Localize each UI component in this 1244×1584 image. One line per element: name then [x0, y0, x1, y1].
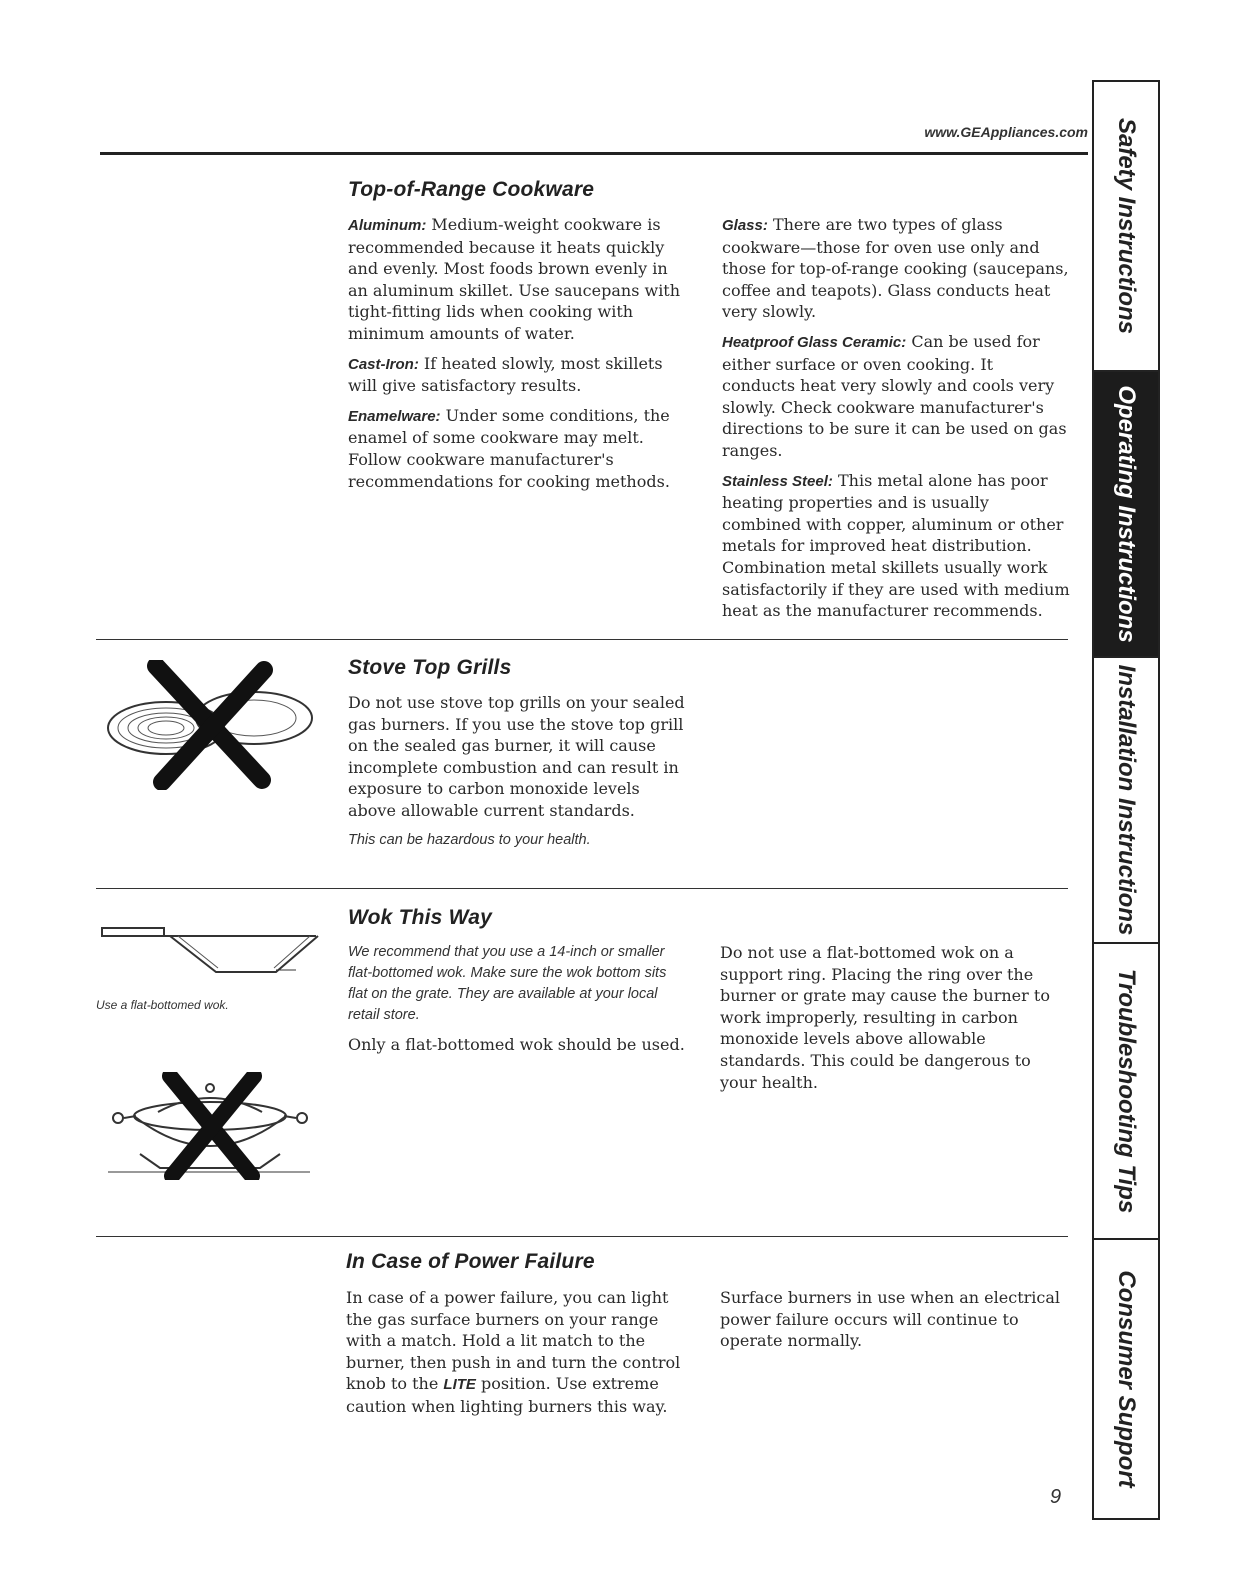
crossed-grill-illustration [104, 660, 320, 790]
enamelware-paragraph: Enamelware: Under some conditions, the enamel of some cookware may melt. Follow cookware manufacturer's recommendations for cooking methods. [348, 405, 670, 491]
aluminum-paragraph: Aluminum: Medium-weight cookware is recommended because it heats quickly and evenly. Most foods brown evenly in an aluminum skillet. Use saucepans with tight-fitting lids when cooking with minimum amounts of water. [348, 215, 681, 343]
wok-heading: Wok This Way [348, 906, 492, 929]
section-tabs [1092, 80, 1160, 1520]
website-url: www.GEAppliances.com [924, 124, 1088, 140]
tab-operating-instructions[interactable]: Operating Instructions [1094, 372, 1158, 658]
wok-recommendation: We recommend that you use a 14-inch or smaller flat-bottomed wok. Make sure the wok bottom sits flat on the grate. They are available at your local retail store. [348, 944, 667, 1023]
page-number: 9 [1050, 1486, 1062, 1508]
power-heading: In Case of Power Failure [346, 1250, 595, 1273]
glass-paragraph: Glass: There are two types of glass cookware—those for oven use only and those for top-of-range cooking (saucepans, coffee and teapots). Glass conducts heat very slowly. [722, 215, 1069, 322]
cookware-heading: Top-of-Range Cookware [348, 178, 595, 201]
flat-bottom-wok-illustration [100, 910, 322, 982]
grills-warning: This can be hazardous to your health. [348, 831, 591, 848]
stainless-paragraph: Stainless Steel: This metal alone has poor heating properties and is usually combined with copper, aluminum or other metals for improved heat distribution. Combination metal skillets usually work satisfactorily if they are used with medium heat as the manufacturer recommends. [722, 470, 1070, 621]
tab-consumer-support[interactable]: Consumer Support [1113, 1270, 1140, 1488]
section-divider [96, 888, 1068, 889]
wok-lid [158, 1098, 262, 1112]
wok-only-flat: Only a flat-bottomed wok should be used. [348, 1035, 685, 1054]
wok-handle [102, 928, 164, 936]
wok-ring-warning: Do not use a flat-bottomed wok on a support ring. Placing the ring over the burner or grate may cause the burner to work improperly, resulting in carbon monoxide levels above allowable standards. This could be dangerous to your health. [720, 943, 1050, 1092]
wok-left-column [348, 942, 688, 1064]
grills-heading: Stove Top Grills [348, 656, 512, 679]
cookware-right-column [722, 214, 1070, 630]
power-left-column [346, 1287, 692, 1426]
wok-right-column [720, 942, 1060, 1101]
tab-troubleshooting-tips[interactable]: Troubleshooting Tips [1094, 944, 1158, 1240]
support-ring [140, 1154, 280, 1168]
power-note: Surface burners in use when an electrical power failure occurs will continue to operate normally. [720, 1288, 1060, 1351]
grills-body: Do not use stove top grills on your sealed gas burners. If you use the stove top grill on the sealed gas burner, it will cause incomplete combustion and can result in exposure to carbon monoxide levels above allowable current standards. [348, 693, 685, 820]
wok-caption: Use a flat-bottomed wok. [96, 998, 229, 1012]
power-right-column [720, 1287, 1060, 1360]
cookware-left-column [348, 214, 690, 500]
heatproof-paragraph: Heatproof Glass Ceramic: Can be used for either surface or oven cooking. It conducts heat very slowly and cools very slowly. Check cookware manufacturer's directions to be sure it can be used on gas ranges. [722, 331, 1067, 460]
header-rule [100, 152, 1088, 155]
grills-text [348, 692, 688, 851]
power-instructions: In case of a power failure, you can light the gas surface burners on your range with a match. Hold a lit match to the burner, then push in and turn the control knob to the LITE position. Use extreme caution when lighting burners this way. [346, 1288, 681, 1416]
tab-installation-instructions[interactable]: Installation Instructions [1094, 658, 1158, 944]
castiron-paragraph: Cast-Iron: If heated slowly, most skillets will give satisfactory results. [348, 353, 663, 396]
section-divider [96, 639, 1068, 640]
crossed-wok-ring-illustration [104, 1072, 318, 1180]
tab-safety-instructions[interactable]: Safety Instructions [1094, 82, 1158, 372]
section-divider [96, 1236, 1068, 1237]
